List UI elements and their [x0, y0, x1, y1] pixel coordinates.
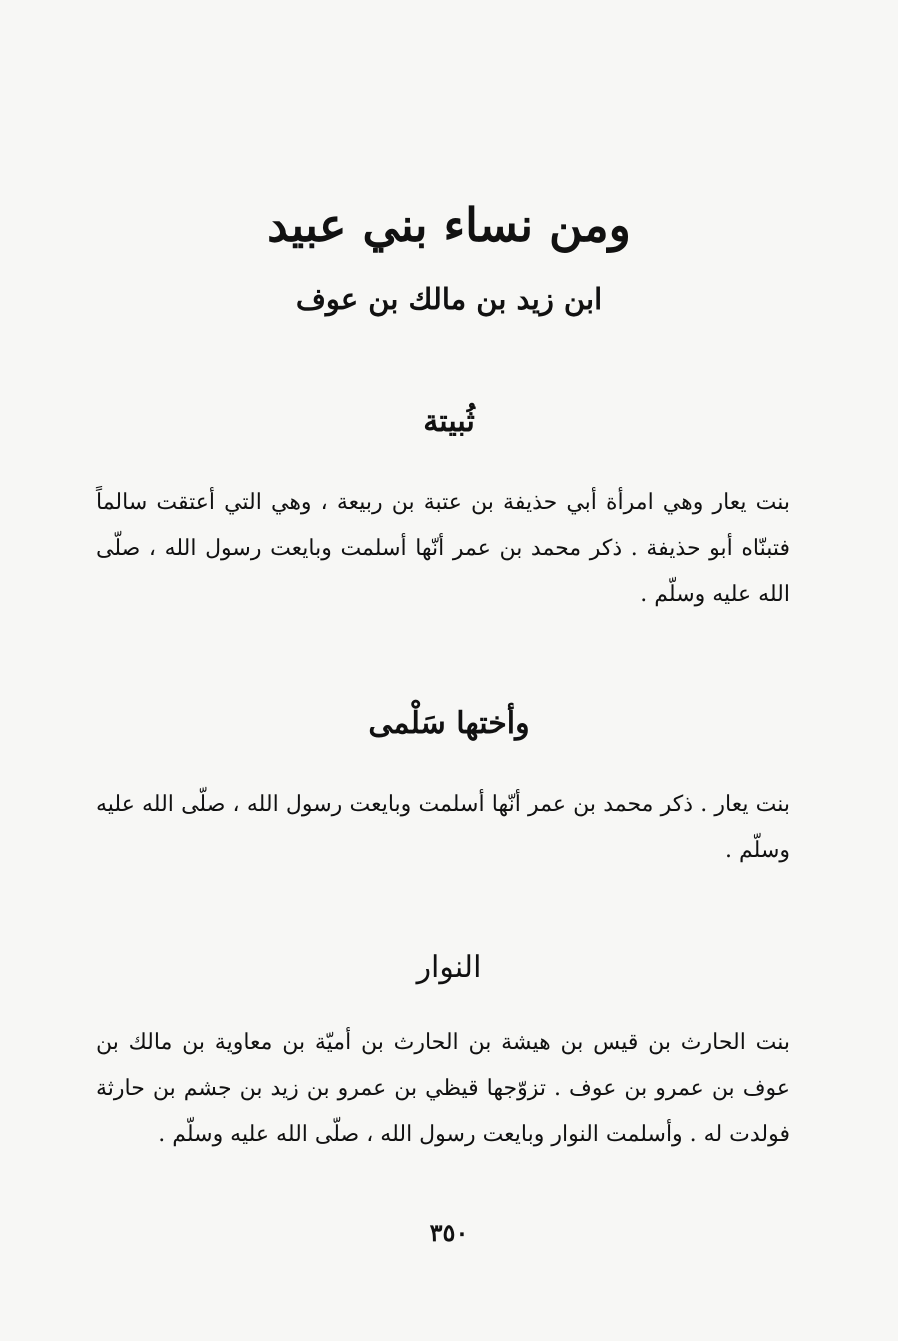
entry-body-thubayta: بنت يعار وهي امرأة أبي حذيفة بن عتبة بن ربيعة ، وهي التي أعتقت سالماً فتبنّاه أبو حذيفة . ذكر محمد بن عمر أنّها أسلمت وبايعت رسول الله ، صلّى الله عليه وسلّم .: [96, 490, 790, 607]
entry-body-nawar: بنت الحارث بن قيس بن هيشة بن الحارث بن أميّة بن معاوية بن مالك بن عوف بن عمرو بن عوف . تزوّجها قيظي بن عمرو بن زيد بن جشم بن حارثة فولدت له . وأسلمت النوار وبايعت رسول الله ، صلّى الله عليه وسلّم .: [96, 1030, 790, 1147]
entry-heading-thubayta: ثُبيتة: [423, 404, 475, 439]
page-number: ٣٥٠: [429, 1218, 469, 1247]
chapter-subtitle: ابن زيد بن مالك بن عوف: [295, 282, 603, 316]
chapter-title: ومن نساء بني عبيد: [267, 198, 631, 252]
entry-body-salma: بنت يعار . ذكر محمد بن عمر أنّها أسلمت وبايعت رسول الله ، صلّى الله عليه وسلّم .: [96, 792, 790, 863]
entry-heading-nawar: النوار: [416, 950, 482, 985]
entry-heading-salma: وأختها سَلْمى: [368, 706, 530, 741]
